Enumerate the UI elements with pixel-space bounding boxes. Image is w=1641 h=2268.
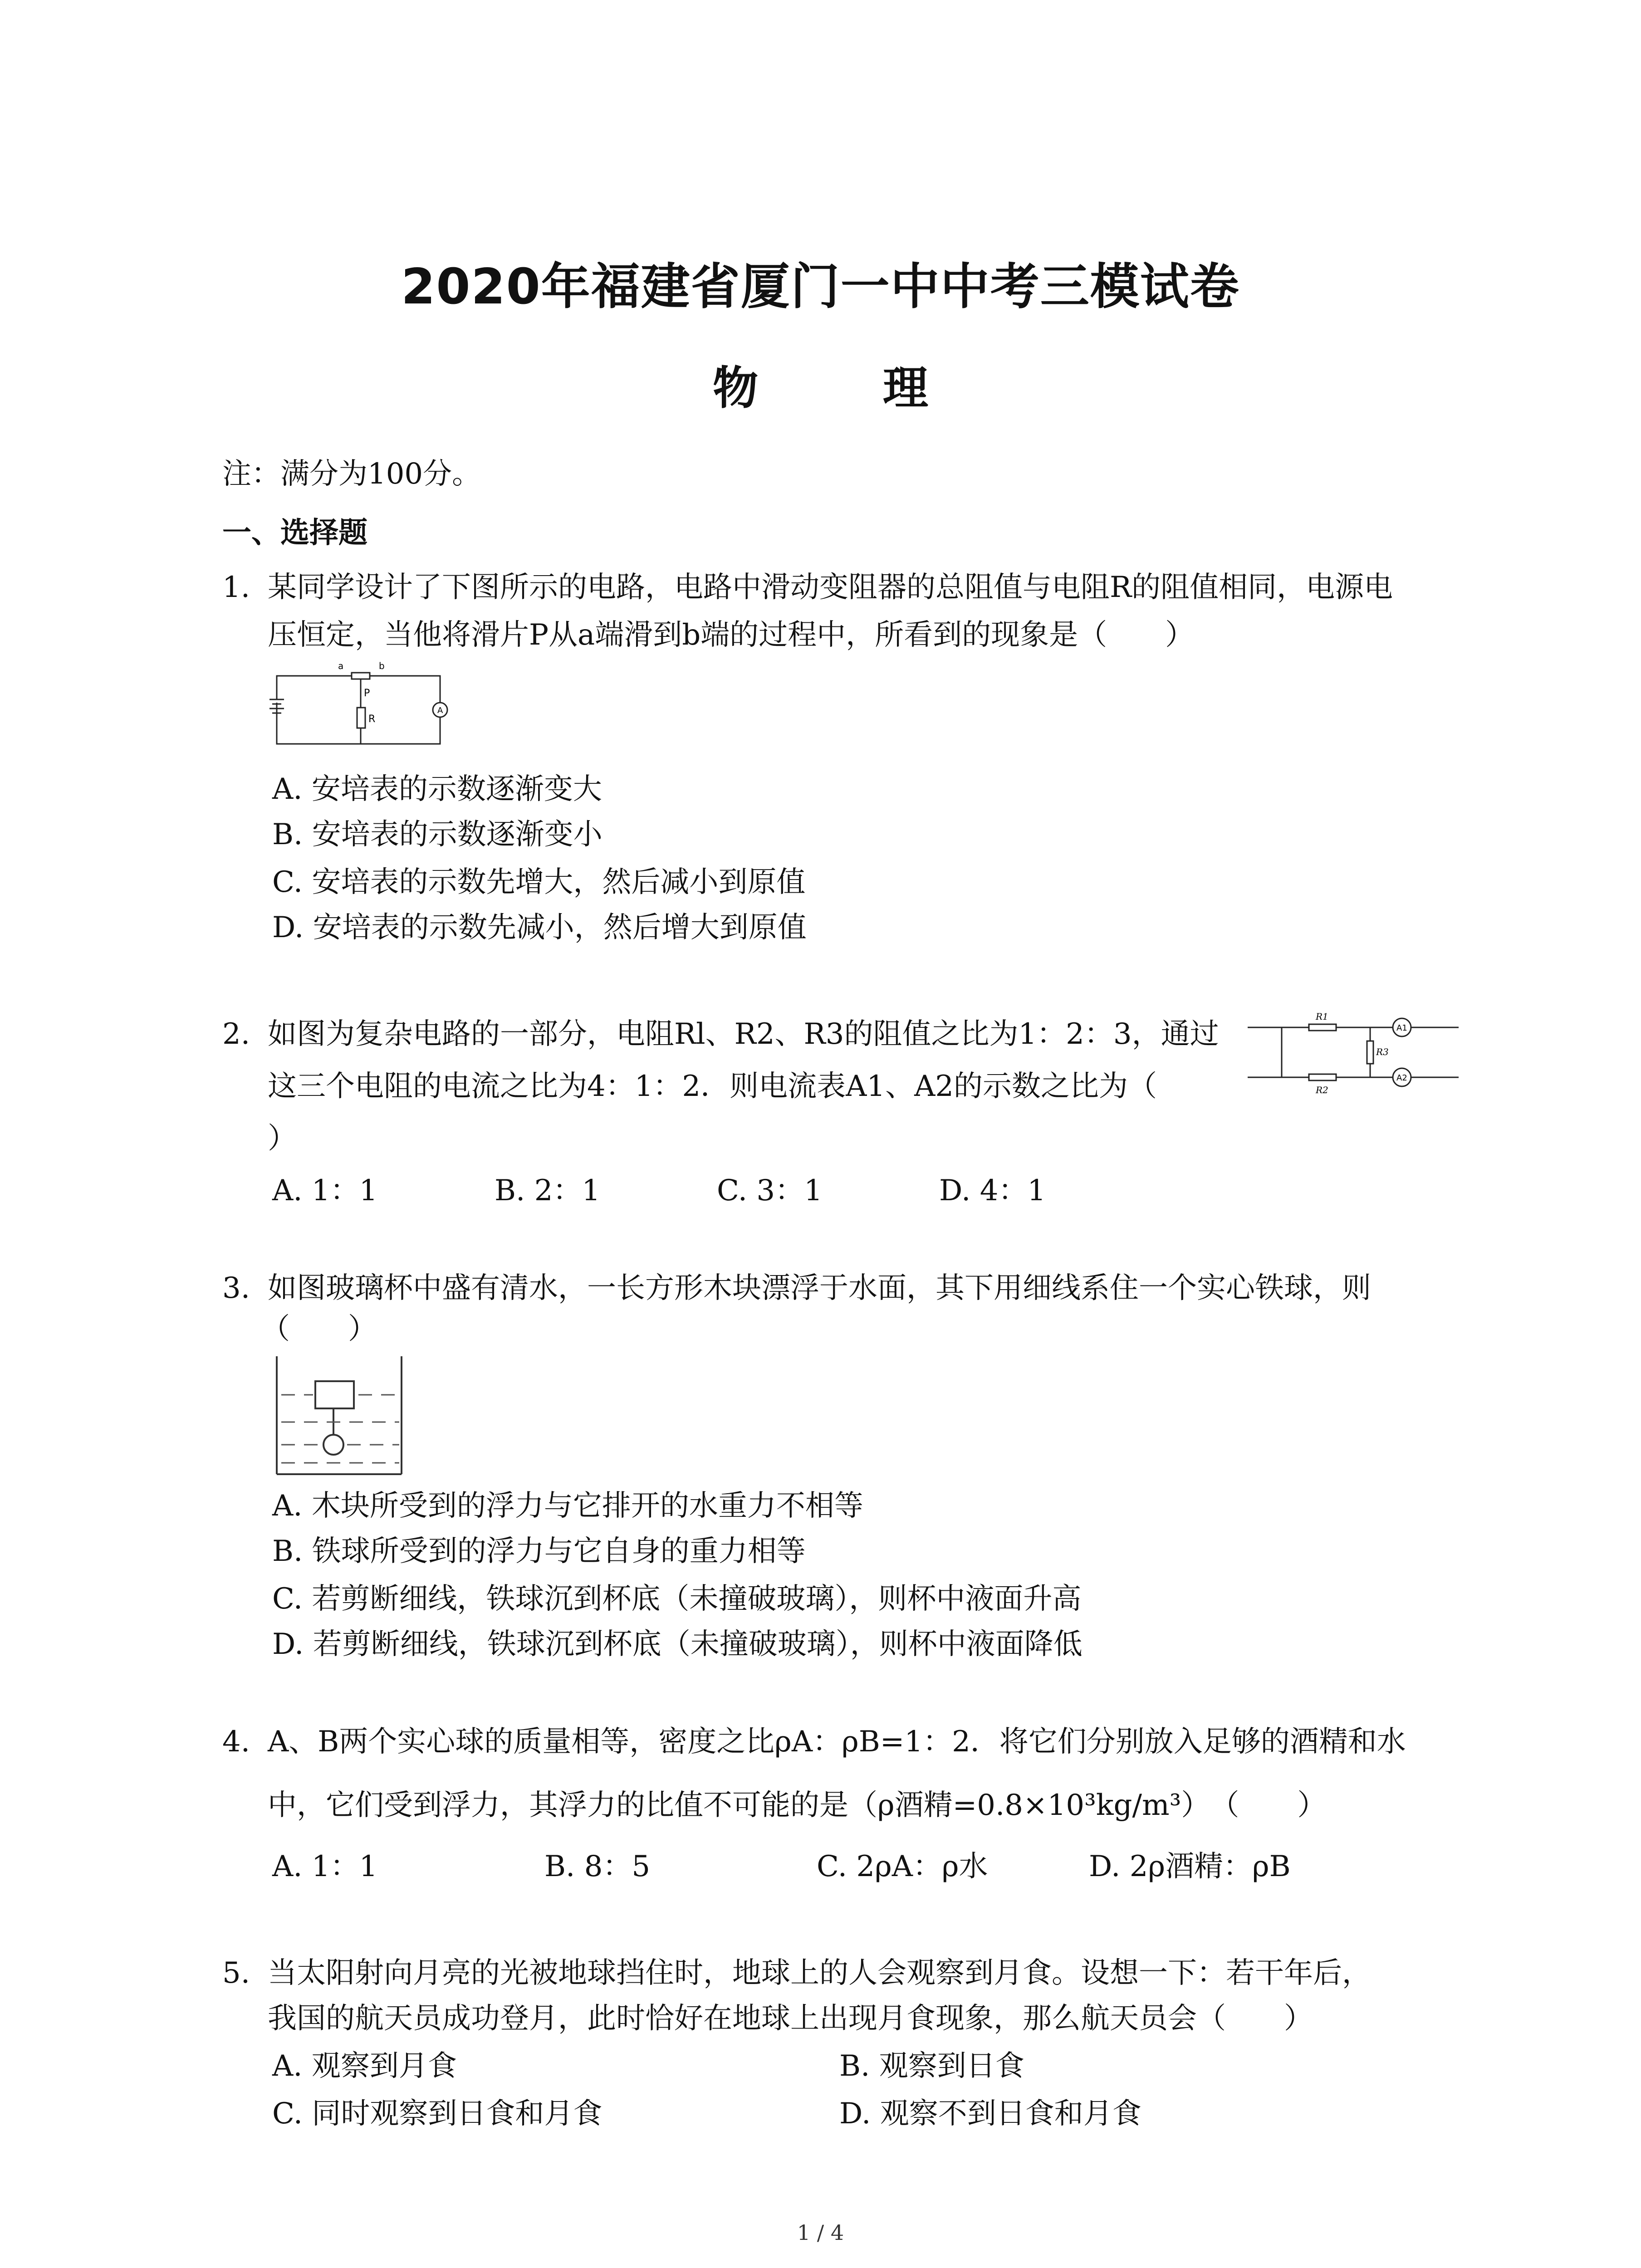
circuit-diagram-2: [1248, 1002, 1461, 1102]
question-text-line: 当太阳射向月亮的光被地球挡住时，地球上的人会观察到月食。设想一下：若干年后，: [268, 1956, 1371, 1990]
option-b[interactable]: B. 观察到日食: [839, 2049, 1024, 2083]
option-c[interactable]: C. 若剪断细线，铁球沉到杯底（未撞破玻璃），则杯中液面升高: [272, 1582, 1082, 1616]
label-r2: R2: [1316, 1085, 1328, 1095]
question-text-line: 我国的航天员成功登月，此时恰好在地球上出现月食现象，那么航天员会（ ）: [268, 2002, 1313, 2035]
page-title: 2020年福建省厦门一中中考三模试卷: [401, 259, 1240, 315]
question-text-line: 中，它们受到浮力，其浮力的比值不可能的是（ρ酒精=0.8×10³kg/m³） （ ）: [268, 1789, 1327, 1822]
section-title: 一、选择题: [222, 516, 367, 550]
label-r3: R3: [1376, 1046, 1389, 1057]
option-a[interactable]: A. 安培表的示数逐渐变大: [272, 772, 602, 806]
label-r: R: [368, 714, 376, 725]
option-c[interactable]: C. 2ρA：ρ水: [817, 1850, 988, 1883]
page-number: 1 / 4: [797, 2220, 844, 2245]
question-text-line: （ ）: [261, 1312, 377, 1346]
svg-text:A: A: [437, 706, 443, 715]
option-b[interactable]: B. 安培表的示数逐渐变小: [272, 818, 603, 851]
beaker-diagram: [272, 1354, 408, 1476]
circuit-diagram-1: [263, 658, 454, 762]
option-b[interactable]: B. 8：5: [544, 1850, 651, 1883]
option-d[interactable]: D. 观察不到日食和月食: [839, 2097, 1141, 2131]
question-number: 5.: [222, 1956, 250, 1990]
option-a[interactable]: A. 1：1: [272, 1174, 378, 1207]
question-number: 4.: [222, 1725, 250, 1759]
label-p: P: [364, 688, 370, 699]
option-d[interactable]: D. 若剪断细线，铁球沉到杯底（未撞破玻璃），则杯中液面降低: [272, 1628, 1083, 1661]
option-b[interactable]: B. 2：1: [495, 1174, 601, 1207]
label-a: a: [338, 660, 344, 671]
option-a[interactable]: A. 1：1: [272, 1850, 378, 1883]
option-a[interactable]: A. 木块所受到的浮力与它排开的水重力不相等: [272, 1489, 863, 1523]
label-r1: R1: [1316, 1011, 1328, 1022]
option-d[interactable]: D. 4：1: [939, 1174, 1046, 1207]
question-text-line: 某同学设计了下图所示的电路，电路中滑动变阻器的总阻值与电阻R的阻值相同，电源电: [268, 571, 1393, 604]
question-number: 1.: [222, 571, 250, 604]
option-d[interactable]: D. 2ρ酒精：ρB: [1089, 1850, 1291, 1883]
option-c[interactable]: C. 同时观察到日食和月食: [272, 2097, 603, 2131]
label-a1: A1: [1396, 1023, 1407, 1033]
question-text-line: A、B两个实心球的质量相等，密度之比ρA：ρB=1：2．将它们分别放入足够的酒精和水: [268, 1725, 1406, 1759]
option-c[interactable]: C. 3：1: [717, 1174, 823, 1207]
score-note: 注：满分为100分。: [222, 457, 481, 491]
question-text-line: ）: [268, 1122, 297, 1155]
question-text-line: 如图玻璃杯中盛有清水，一长方形木块漂浮于水面，其下用细线系住一个实心铁球，则: [268, 1271, 1371, 1305]
label-a2: A2: [1396, 1073, 1407, 1083]
question-text-line: 如图为复杂电路的一部分，电阻Rl、R2、R3的阻值之比为1：2：3，通过: [268, 1017, 1219, 1051]
label-b: b: [379, 660, 385, 671]
option-c[interactable]: C. 安培表的示数先增大，然后减小到原值: [272, 865, 806, 899]
option-b[interactable]: B. 铁球所受到的浮力与它自身的重力相等: [272, 1535, 806, 1568]
question-number: 2.: [222, 1017, 250, 1051]
question-number: 3.: [222, 1271, 250, 1305]
question-text-line: 压恒定，当他将滑片P从a端滑到b端的过程中，所看到的现象是（ ）: [268, 618, 1195, 652]
option-d[interactable]: D. 安培表的示数先减小，然后增大到原值: [272, 911, 807, 944]
option-a[interactable]: A. 观察到月食: [272, 2049, 457, 2083]
question-text-line: 这三个电阻的电流之比为4：1：2．则电流表A1、A2的示数之比为（: [268, 1070, 1157, 1103]
subject-title: 物 理: [713, 362, 983, 415]
